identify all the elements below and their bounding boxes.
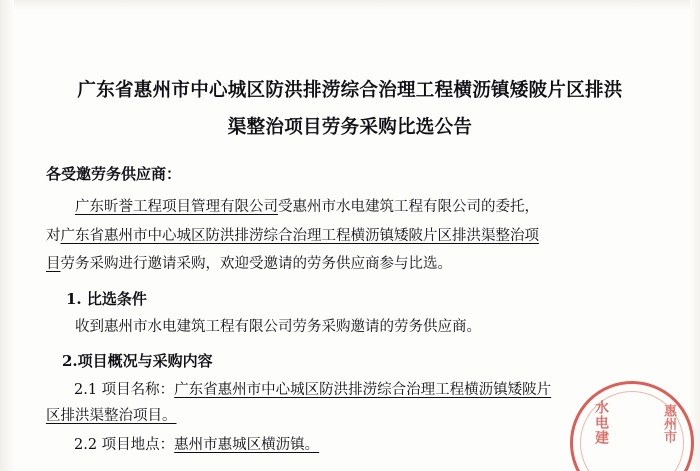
scan-edge-right (690, 0, 700, 471)
intro-line-1-rest: 受惠州市水电建筑工程有限公司的委托， (278, 198, 539, 215)
item-2-2-value: 惠州市惠城区横沥镇。 (174, 436, 320, 453)
salutation: 各受邀劳务供应商： (46, 165, 182, 183)
section-1-body: 收到惠州市水电建筑工程有限公司劳务采购邀请的劳务供应商。 (75, 318, 481, 335)
intro-line-3-rest: 劳务采购进行邀请采购，欢迎受邀请的劳务供应商参与比选。 (60, 256, 452, 273)
section-2-item-2 (46, 433, 654, 459)
seal-text-right: 惠州市 (661, 404, 676, 443)
section-2-item-1 (46, 378, 654, 404)
project-full-name-part-2: 目 (46, 256, 61, 273)
section-1-title: 比选条件 (86, 290, 147, 309)
title-line-1: 广东省惠州市中心城区防洪排涝综合治理工程横沥镇矮陂片区排洪 (77, 80, 623, 101)
item-2-2-label: 2.2 项目地点： (74, 436, 175, 453)
intro-paragraph-line-3 (46, 252, 654, 278)
item-2-1-value-line-1: 广东省惠州市中心城区防洪排涝综合治理工程横沥镇矮陂片 (174, 381, 552, 398)
section-heading-2 (46, 349, 654, 375)
section-2-title: 项目概况与采购内容 (77, 352, 213, 371)
company-agent-name: 广东昕誉工程项目管理有限公司 (75, 198, 278, 215)
intro-line-2-prefix: 对 (46, 227, 61, 244)
document-title (46, 0, 654, 146)
item-2-1-label: 2.1 项目名称： (74, 381, 175, 398)
section-1-number: 1. (66, 290, 82, 309)
section-2-item-1-cont (46, 404, 654, 430)
item-2-1-value-line-2: 区排洪渠整治项目。 (46, 407, 177, 424)
title-line-2: 渠整治项目劳务采购比选公告 (227, 117, 473, 138)
section-heading-1 (46, 287, 654, 313)
project-full-name-part-1: 广东省惠州市中心城区防洪排涝综合治理工程横沥镇矮陂片区排洪渠整治项 (60, 227, 539, 244)
intro-paragraph-line-1 (46, 195, 654, 221)
intro-paragraph-line-2 (46, 224, 654, 250)
scan-edge-left (0, 0, 14, 471)
seal-text-left: 水电建 (593, 400, 609, 445)
document-body (46, 162, 654, 458)
section-2-number: 2. (62, 352, 78, 371)
